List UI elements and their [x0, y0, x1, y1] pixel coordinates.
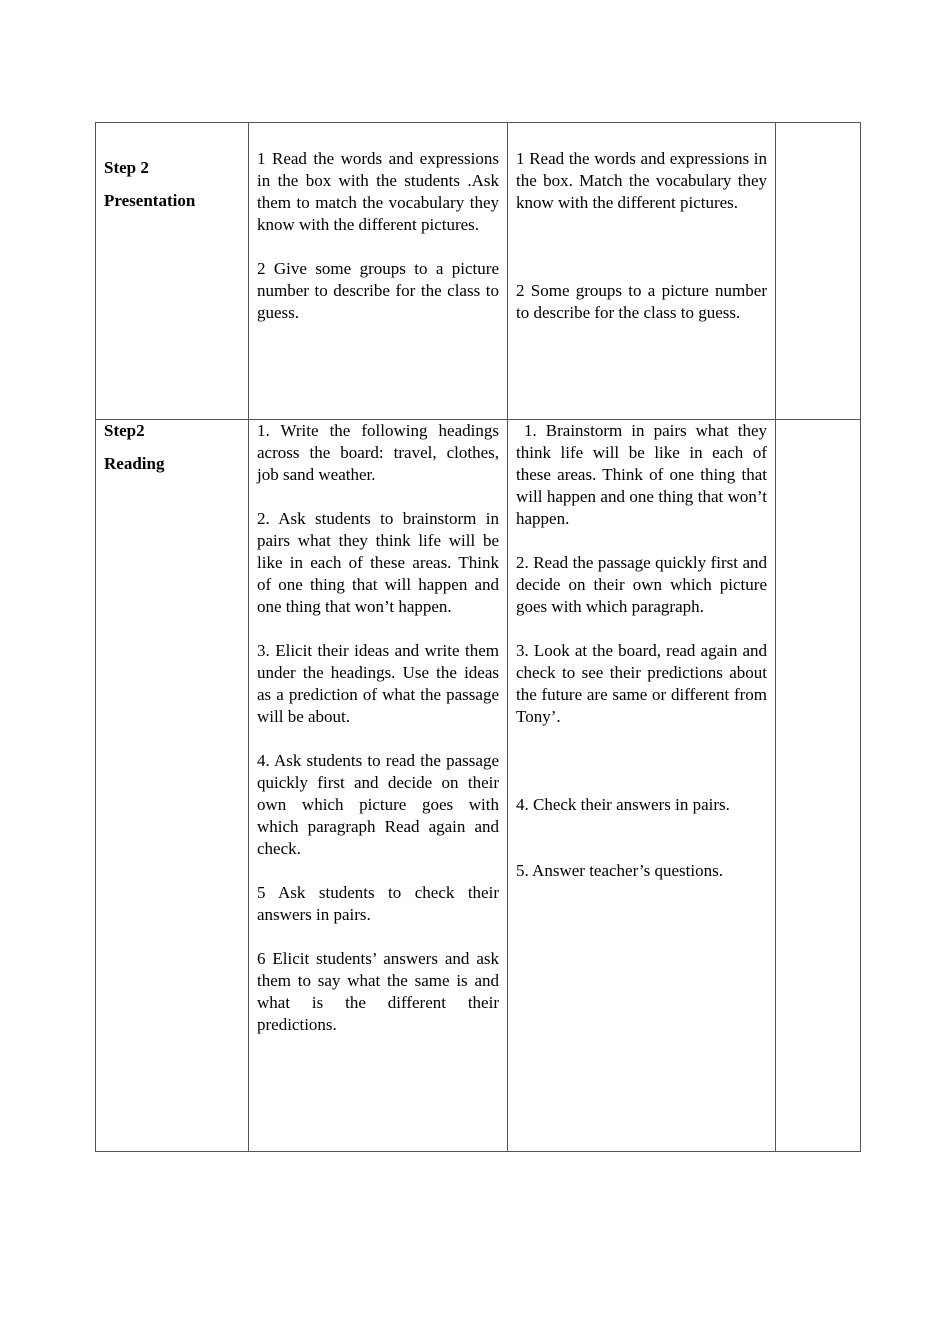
teacher-activity-item: 5 Ask students to check their answers in pairs.	[257, 883, 499, 924]
stage-label: Presentation	[104, 191, 196, 210]
step-label: Step 2	[104, 158, 149, 177]
student-activity-cell	[508, 123, 776, 420]
step-cell	[96, 420, 249, 1152]
student-activity-item: 1. Brainstorm in pairs what they think life will be like in each of these areas. Think of one thing that will happen and one thing that won’t happen.	[516, 421, 767, 528]
student-activity-item: 2. Read the passage quickly first and decide on their own which picture goes with which paragraph.	[516, 553, 767, 616]
student-activity-item: 2 Some groups to a picture number to describe for the class to guess.	[516, 281, 767, 322]
teacher-activity-item: 2. Ask students to brainstorm in pairs what they think life will be like in each of these areas. Think of one thing that will happen and one thing that won’t happen.	[257, 509, 499, 616]
step-label: Step2	[104, 421, 145, 440]
teacher-activity-cell	[249, 123, 508, 420]
teacher-activity-item: 6 Elicit students’ answers and ask them to say what the same is and what is the different their predictions.	[257, 949, 499, 1034]
student-activity-item: 1 Read the words and expressions in the box. Match the vocabulary they know with the different pictures.	[516, 149, 767, 212]
teacher-activity-cell	[249, 420, 508, 1152]
teacher-activity-item: 3. Elicit their ideas and write them under the headings. Use the ideas as a prediction of what the passage will be about.	[257, 641, 499, 726]
student-activity-cell	[508, 420, 776, 1152]
teacher-activity-item: 1. Write the following headings across the board: travel, clothes, job sand weather.	[257, 421, 499, 484]
notes-cell	[776, 420, 861, 1152]
student-activity-item: 3. Look at the board, read again and check to see their predictions about the future are same or different from Tony’.	[516, 641, 767, 726]
teacher-activity-item: 1 Read the words and expressions in the box with the students .Ask them to match the vocabulary they know with the different pictures.	[257, 149, 499, 234]
stage-label: Reading	[104, 454, 165, 473]
table-row-reading	[96, 420, 861, 1152]
teacher-activity-item: 2 Give some groups to a picture number to describe for the class to guess.	[257, 259, 499, 322]
teacher-activity-item: 4. Ask students to read the passage quickly first and decide on their own which picture goes with which paragraph Read again and check.	[257, 751, 499, 858]
notes-cell	[776, 123, 861, 420]
lesson-plan-table	[95, 122, 861, 1152]
table-row-presentation	[96, 123, 861, 420]
student-activity-item: 4. Check their answers in pairs.	[516, 795, 730, 814]
student-activity-item: 5. Answer teacher’s questions.	[516, 861, 723, 880]
step-cell	[96, 123, 249, 420]
